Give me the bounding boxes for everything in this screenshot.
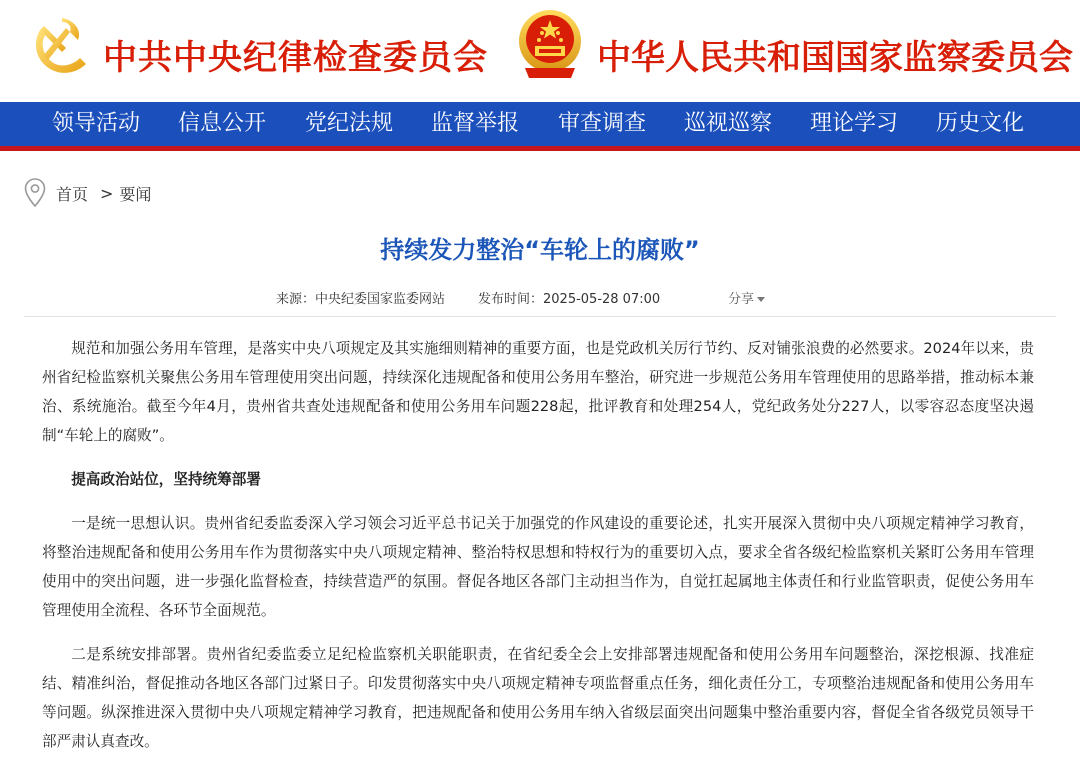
divider	[24, 316, 1056, 317]
breadcrumb-separator: >	[100, 183, 114, 203]
nav-item-regulations[interactable]: 党纪法规	[305, 111, 394, 136]
nav-item-info[interactable]: 信息公开	[178, 111, 267, 136]
main-nav	[0, 102, 1080, 146]
article-body	[42, 334, 1034, 771]
org-name-nsc: 中华人民共和国国家监察委员会	[597, 38, 1073, 78]
article-publish-time: 发布时间：2025-05-28 07:00	[478, 292, 661, 307]
breadcrumb-home[interactable]: 首页	[56, 184, 89, 204]
nav-red-stripe	[0, 146, 1080, 151]
nav-item-investigation[interactable]: 审查调查	[558, 111, 647, 136]
breadcrumb	[24, 176, 151, 210]
nav-item-inspection[interactable]: 巡视巡察	[684, 111, 773, 136]
article-title: 持续发力整治“车轮上的腐败”	[380, 236, 700, 264]
org-name-ccdi: 中共中央纪律检查委员会	[103, 38, 488, 78]
breadcrumb-current[interactable]: 要闻	[119, 184, 152, 204]
article-paragraph: 规范和加强公务用车管理，是落实中央八项规定及其实施细则精神的重要方面，也是党政机关厉行节约、反对铺张浪费的必然要求。2024年以来，贵州省纪检监察机关聚焦公务用车管理使用突出问题，持续深化违规配备和使用公务用车整治，研究进一步规范公务用车管理使用的思路举措，推动标本兼治、系统施治。截至今年4月，贵州省共查处违规配备和使用公务用车问题228起，批评教育和处理254人，党纪政务处分227人，以零容忍态度坚决遏制“车轮上的腐败”。	[42, 340, 1034, 444]
nav-item-history[interactable]: 历史文化	[936, 111, 1025, 136]
share-label: 分享	[728, 292, 755, 307]
nav-item-report[interactable]: 监督举报	[431, 111, 520, 136]
location-pin-icon	[24, 178, 46, 208]
share-button[interactable]	[728, 288, 765, 307]
article-paragraph: 一是统一思想认识。贵州省纪委监委深入学习领会习近平总书记关于加强党的作风建设的重要论述，扎实开展深入贯彻中央八项规定精神学习教育，将整治违规配备和使用公务用车作为贯彻落实中央八项规定精神、整治特权思想和特权行为的重要切入点，要求全省各级纪检监察机关紧盯公务用车管理使用中的突出问题，进一步强化监督检查，持续营造严的氛围。督促各地区各部门主动担当作为，自觉扛起属地主体责任和行业监管职责，促使公务用车管理使用全流程、各环节全面规范。	[42, 515, 1034, 619]
article-paragraph: 二是系统安排部署。贵州省纪委监委立足纪检监察机关职能职责，在省纪委全会上安排部署违规配备和使用公务用车问题整治，深挖根源、找准症结、精准纠治，督促推动各地区各部门过紧日子。印发贯彻落实中央八项规定精神专项监督重点任务，细化责任分工，专项整治违规配备和使用公务用车等问题。纵深推进深入贯彻中央八项规定精神学习教育，把违规配备和使用公务用车纳入省级层面突出问题集中整治重要内容，督促全省各级党员领导干部严肃认真查改。	[42, 646, 1034, 750]
chevron-down-icon	[757, 297, 765, 302]
national-emblem-icon	[517, 8, 583, 80]
article-source: 来源：中央纪委国家监委网站	[276, 292, 446, 307]
nav-item-leadership[interactable]: 领导活动	[52, 111, 141, 136]
nav-item-theory[interactable]: 理论学习	[810, 111, 899, 136]
site-header	[0, 0, 1080, 102]
party-emblem-icon	[26, 10, 94, 78]
section-heading: 提高政治站位，坚持统筹部署	[71, 471, 261, 488]
